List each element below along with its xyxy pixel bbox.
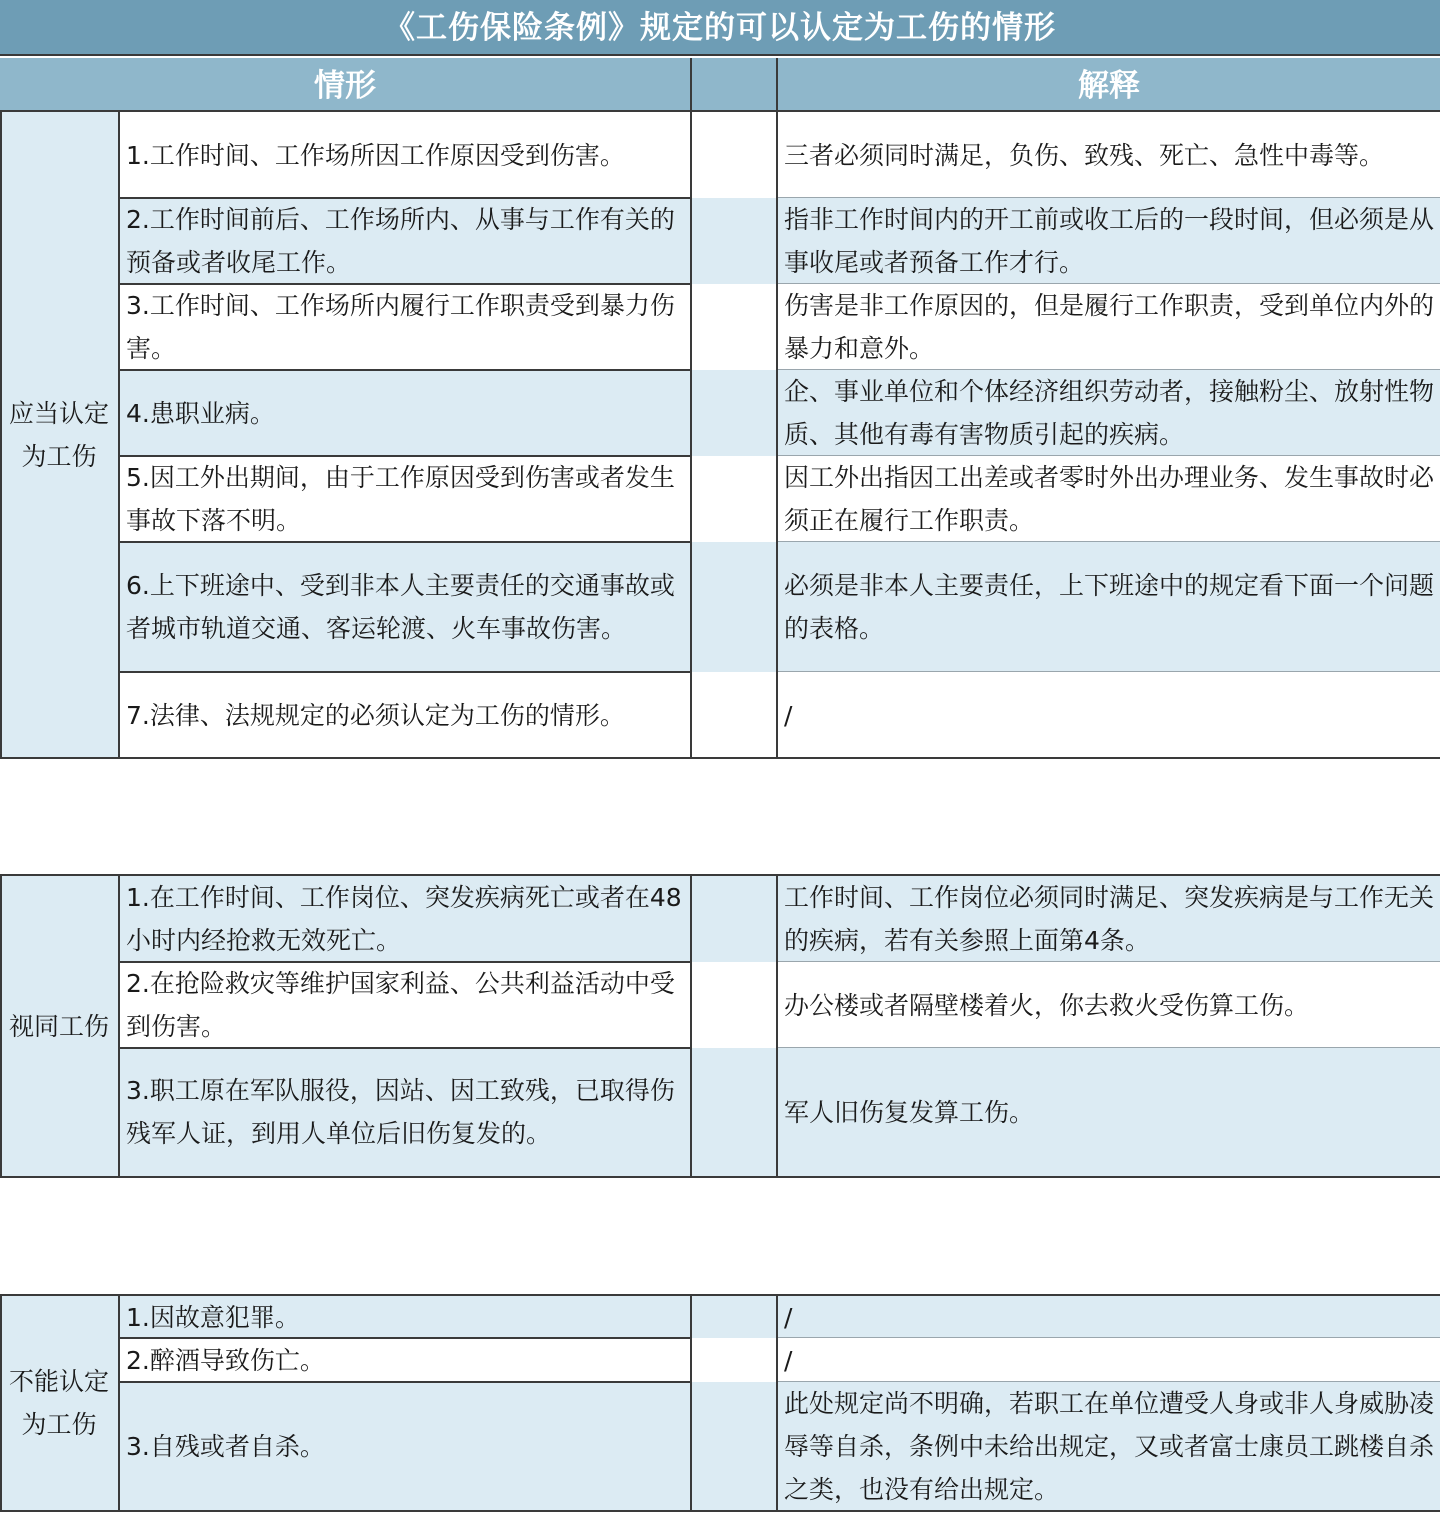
spacer-cell [692, 456, 776, 542]
situation-text: 1.在工作时间、工作岗位、突发疾病死亡或者在48小时内经抢救无效死亡。 [126, 883, 682, 955]
situation-text: 2.醉酒导致伤亡。 [126, 1345, 325, 1375]
situation-text: 1.工作时间、工作场所因工作原因受到伤害。 [126, 140, 625, 170]
category-cell [0, 1296, 118, 1510]
grid-line [118, 874, 120, 1176]
table-row-situation [120, 284, 690, 370]
grid-line [118, 197, 692, 199]
grid-line [118, 1381, 692, 1383]
header-explanation: 解释 [778, 58, 1440, 112]
grid-line [778, 671, 1440, 672]
situation-text: 5.因工外出期间，由于工作原因受到伤害或者发生事故下落不明。 [126, 463, 675, 535]
table-row-situation [120, 672, 690, 758]
header-spacer [692, 58, 776, 112]
category-label: 视同工伤 [8, 1011, 109, 1041]
explanation-text: / [784, 700, 793, 730]
explanation-text: 指非工作时间内的开工前或收工后的一段时间，但必须是从事收尾或者预备工作才行。 [784, 205, 1435, 277]
grid-line [0, 1294, 2, 1512]
grid-line [118, 1294, 120, 1512]
table-row-situation [120, 1048, 690, 1176]
table-title: 《工伤保险条例》规定的可以认定为工伤的情形 [384, 10, 1056, 46]
grid-line [0, 1176, 1440, 1178]
table-row-explanation [778, 672, 1440, 758]
grid-line [118, 961, 692, 963]
table-row-explanation [778, 1382, 1440, 1510]
explanation-text: 军人旧伤复发算工伤。 [784, 1097, 1035, 1127]
grid-line [118, 369, 692, 371]
explanation-text: 企、事业单位和个体经济组织劳动者，接触粉尘、放射性物质、其他有毒有害物质引起的疾病。 [784, 377, 1435, 449]
spacer-cell [692, 284, 776, 370]
table-row-situation [120, 112, 690, 198]
grid-line [0, 1294, 1440, 1296]
grid-line [778, 1337, 1440, 1338]
situation-text: 2.工作时间前后、工作场所内、从事与工作有关的预备或者收尾工作。 [126, 205, 675, 277]
table-row-explanation [778, 456, 1440, 542]
table-row-situation [120, 1296, 690, 1338]
grid-line [778, 541, 1440, 542]
header-situation: 情形 [0, 58, 690, 112]
grid-line [778, 197, 1440, 198]
grid-line [0, 112, 2, 758]
spacer-cell [692, 1338, 776, 1382]
table-row-explanation [778, 1296, 1440, 1338]
grid-line [690, 874, 692, 1178]
grid-line [0, 110, 1440, 112]
category-cell [0, 112, 118, 758]
table-row-explanation [778, 112, 1440, 198]
grid-line [118, 1047, 692, 1049]
table-row-situation [120, 198, 690, 284]
grid-line [776, 874, 778, 1176]
grid-line [118, 1337, 692, 1339]
grid-line [778, 961, 1440, 962]
situation-text: 3.职工原在军队服役，因站、因工致残，已取得伤残军人证，到用人单位后旧伤复发的。 [126, 1076, 675, 1148]
spacer-cell [692, 962, 776, 1048]
grid-line [118, 671, 692, 673]
situation-text: 4.患职业病。 [126, 398, 275, 428]
grid-line [778, 369, 1440, 370]
situation-text: 6.上下班途中、受到非本人主要责任的交通事故或者城市轨道交通、客运轮渡、火车事故伤害。 [126, 571, 675, 643]
explanation-text: 伤害是非工作原因的，但是履行工作职责，受到单位内外的暴力和意外。 [784, 291, 1435, 363]
category-cell [0, 876, 118, 1176]
table-title-bar [0, 0, 1440, 56]
grid-line [690, 1294, 692, 1512]
grid-line [118, 112, 120, 758]
spacer-cell [692, 370, 776, 456]
explanation-text: 此处规定尚不明确，若职工在单位遭受人身或非人身威胁凌辱等自杀，条例中未给出规定，又或者富士康员工跳楼自杀之类，也没有给出规定。 [784, 1388, 1435, 1504]
grid-line [0, 874, 2, 1176]
spacer-cell [692, 112, 776, 198]
grid-line [118, 541, 692, 543]
grid-line [778, 455, 1440, 456]
situation-text: 3.工作时间、工作场所内履行工作职责受到暴力伤害。 [126, 291, 675, 363]
grid-line [118, 455, 692, 457]
spacer-cell [692, 542, 776, 672]
grid-line [0, 1510, 1440, 1512]
explanation-text: 三者必须同时满足，负伤、致残、死亡、急性中毒等。 [784, 140, 1385, 170]
table-row-explanation [778, 962, 1440, 1048]
table-row-situation [120, 876, 690, 962]
table-row-explanation [778, 1048, 1440, 1176]
grid-line [776, 58, 778, 758]
table-row-situation [120, 1338, 690, 1382]
table-row-explanation [778, 1338, 1440, 1382]
table-row-situation [120, 1382, 690, 1510]
situation-text: 2.在抢险救灾等维护国家利益、公共利益活动中受到伤害。 [126, 969, 675, 1041]
explanation-text: 因工外出指因工出差或者零时外出办理业务、发生事故时必须正在履行工作职责。 [784, 463, 1435, 535]
grid-line [778, 283, 1440, 284]
spacer-cell [692, 1382, 776, 1510]
spacer-cell [692, 1296, 776, 1338]
grid-line [776, 1294, 778, 1512]
table-row-situation [120, 542, 690, 672]
table-row-explanation [778, 198, 1440, 284]
spacer-cell [692, 876, 776, 962]
grid-line [0, 874, 1440, 876]
category-label: 不能认定为工伤 [8, 1367, 109, 1439]
explanation-text: 工作时间、工作岗位必须同时满足、突发疾病是与工作无关的疾病，若有关参照上面第4条。 [784, 883, 1435, 955]
situation-text: 1.因故意犯罪。 [126, 1302, 300, 1332]
table-row-explanation [778, 876, 1440, 962]
table-row-situation [120, 962, 690, 1048]
explanation-text: / [784, 1345, 793, 1375]
explanation-text: 办公楼或者隔壁楼着火，你去救火受伤算工伤。 [784, 990, 1310, 1020]
grid-line [690, 58, 692, 758]
table-row-explanation [778, 370, 1440, 456]
table-row-situation [120, 456, 690, 542]
spacer-cell [692, 672, 776, 758]
table-row-situation [120, 370, 690, 456]
grid-line [778, 1047, 1440, 1048]
situation-text: 3.自残或者自杀。 [126, 1431, 325, 1461]
explanation-text: 必须是非本人主要责任，上下班途中的规定看下面一个问题的表格。 [784, 571, 1435, 643]
explanation-text: / [784, 1302, 793, 1332]
category-label: 应当认定为工伤 [8, 399, 109, 471]
grid-line [778, 1381, 1440, 1382]
grid-line [118, 283, 692, 285]
table-row-explanation [778, 542, 1440, 672]
grid-line [0, 757, 1440, 759]
spacer-cell [692, 1048, 776, 1176]
table-row-explanation [778, 284, 1440, 370]
spacer-cell [692, 198, 776, 284]
situation-text: 7.法律、法规规定的必须认定为工伤的情形。 [126, 700, 625, 730]
